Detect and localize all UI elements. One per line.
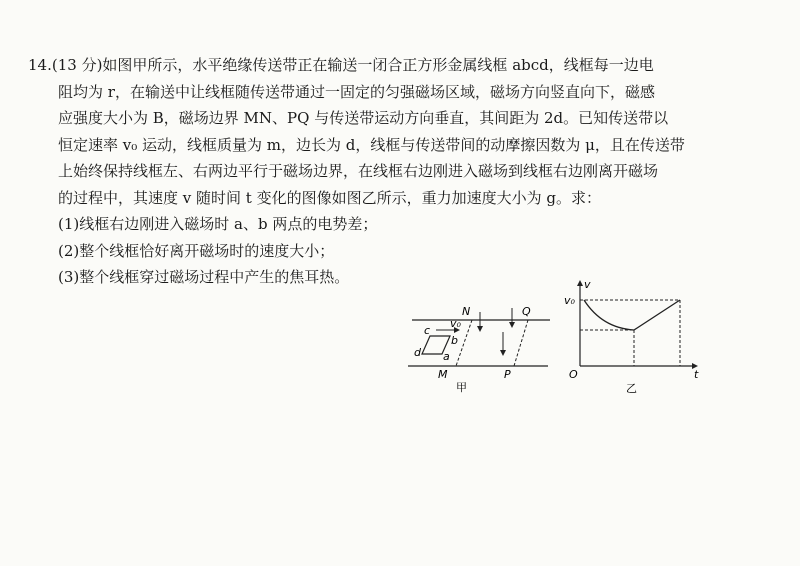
field-arrow-2-head	[509, 322, 515, 328]
label-origin: O	[569, 368, 578, 381]
label-d: d	[414, 346, 421, 359]
problem-text-line-1: 如图甲所示，水平绝缘传送带正在输送一闭合正方形金属线框 abcd，线框每一边电	[102, 56, 654, 74]
figure-yi	[562, 278, 712, 398]
label-p: P	[504, 368, 511, 381]
figure-jia-diagram	[400, 298, 560, 398]
figure-yi-graph	[562, 278, 712, 398]
label-m: M	[438, 368, 448, 381]
caption-yi: 乙	[626, 382, 637, 395]
caption-jia: 甲	[456, 381, 467, 394]
v-axis-arrow	[577, 280, 583, 286]
question-2: (2)整个线框恰好离开磁场时的速度大小；	[58, 241, 335, 260]
problem-text-line-5: 上始终保持线框左、右两边平行于磁场边界，在线框右边刚进入磁场到线框右边刚离开磁场	[58, 162, 659, 180]
label-v0-yi: v₀	[564, 294, 575, 307]
figure-jia	[400, 298, 560, 398]
problem-first-line	[28, 52, 728, 79]
label-a: a	[443, 350, 450, 363]
problem-number: 14.	[28, 56, 52, 74]
problem-text-line-4: 恒定速率 v₀ 运动，线框质量为 m，边长为 d，线框与传送带间的动摩擦因数为 μ，且在传送带	[58, 135, 685, 154]
label-b: b	[451, 334, 458, 347]
problem-14	[28, 52, 728, 291]
question-3: (3)整个线框穿过磁场过程中产生的焦耳热。	[58, 268, 350, 286]
problem-text-line-3: 应强度大小为 B，磁场边界 MN、PQ 与传送带运动方向垂直，其间距为 2d。已知传送带以	[58, 109, 669, 127]
boundary-pq	[514, 320, 528, 366]
problem-text-line-2: 阻均为 r，在输送中让线框随传送带通过一固定的匀强磁场区域，磁场方向竖直向下，磁感	[58, 82, 655, 101]
field-arrow-3-head	[500, 350, 506, 356]
velocity-curve	[584, 300, 680, 330]
label-n: N	[462, 305, 471, 318]
label-c: c	[424, 324, 431, 337]
field-arrow-1-head	[477, 326, 483, 332]
label-v: v	[584, 278, 591, 291]
label-v0-jia: v₀	[450, 317, 461, 330]
question-1: (1)线框右边刚进入磁场时 a、b 两点的电势差；	[58, 215, 378, 233]
label-t: t	[694, 368, 699, 381]
problem-score: (13 分)	[51, 56, 103, 74]
label-q: Q	[522, 305, 531, 318]
problem-text-line-6: 的过程中，其速度 v 随时间 t 变化的图像如图乙所示，重力加速度大小为 g。求：	[58, 188, 601, 207]
